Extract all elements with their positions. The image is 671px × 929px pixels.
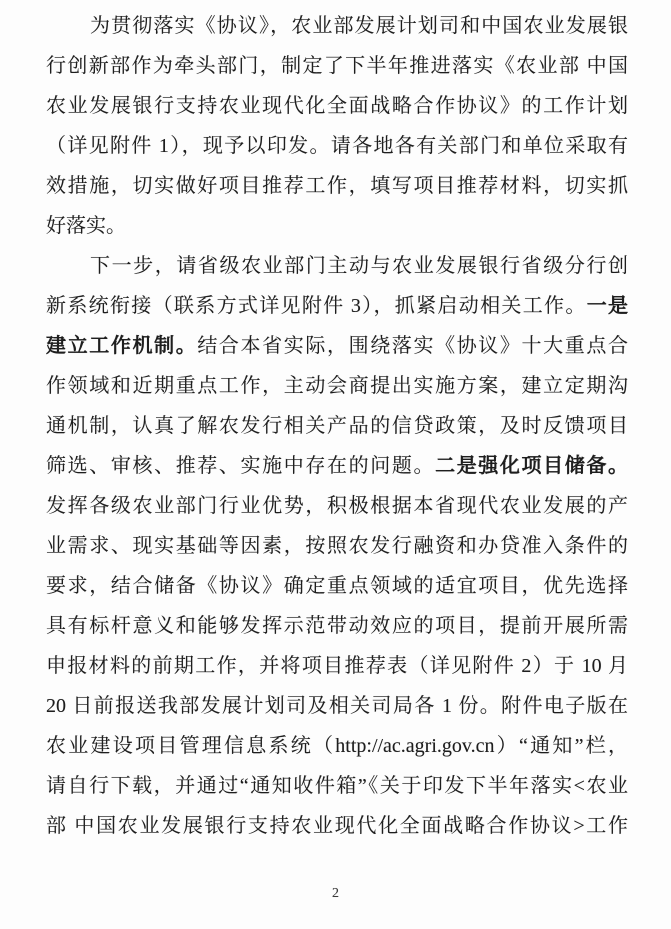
document-body: [46, 6, 628, 846]
text-run: 要求，结合储备《协议》确定重点领域的适宜项目，优先选择: [46, 575, 628, 597]
page-number: 2: [332, 886, 339, 901]
text-line: [46, 86, 628, 126]
text-run: 为贯彻落实《协议》，农业部发展计划司和中国农业发展银: [90, 15, 628, 37]
text-line: [46, 446, 628, 486]
page-footer: [0, 884, 671, 902]
text-line: [46, 166, 628, 206]
text-line: [46, 646, 628, 686]
text-run: 具有标杆意义和能够发挥示范带动效应的项目，提前开展所需: [46, 615, 628, 637]
text-run: 筛选、审核、推荐、实施中存在的问题。: [46, 455, 436, 477]
text-run: 业需求、现实基础等因素，按照农发行融资和办贷准入条件的: [46, 535, 628, 557]
text-line: [46, 246, 628, 286]
text-line: [46, 486, 628, 526]
text-line: [46, 566, 628, 606]
text-line: [46, 326, 628, 366]
bold-text-run: 一是: [586, 295, 628, 317]
bold-text-run: 建立工作机制。: [46, 335, 198, 357]
text-line: [46, 286, 628, 326]
text-run: （详见附件 1），现予以印发。请各地各有关部门和单位采取有: [46, 135, 628, 157]
text-run: 农业建设项目管理信息系统（http://ac.agri.gov.cn）“通知”栏，: [46, 735, 628, 757]
text-run: 部 中国农业发展银行支持农业现代化全面战略合作协议>工作: [46, 815, 628, 837]
text-line: [46, 526, 628, 566]
text-line: [46, 6, 628, 46]
text-line: [46, 766, 628, 806]
bold-text-run: 二是强化项目储备。: [435, 455, 628, 477]
text-run: 农业发展银行支持农业现代化全面战略合作协议》的工作计划: [46, 95, 628, 117]
text-run: 发挥各级农业部门行业优势，积极根据本省现代农业发展的产: [46, 495, 628, 517]
text-line: [46, 206, 628, 246]
text-run: 申报材料的前期工作，并将项目推荐表（详见附件 2）于 10 月: [46, 655, 628, 677]
text-line: [46, 606, 628, 646]
text-run: 结合本省实际，围绕落实《协议》十大重点合: [197, 335, 628, 357]
text-run: 请自行下载，并通过“通知收件箱”《关于印发下半年落实<农业: [46, 775, 628, 797]
text-run: 效措施，切实做好项目推荐工作，填写项目推荐材料，切实抓: [46, 175, 628, 197]
text-line: [46, 126, 628, 166]
text-run: 新系统衔接（联系方式详见附件 3），抓紧启动相关工作。: [46, 295, 587, 317]
text-run: 行创新部作为牵头部门，制定了下半年推进落实《农业部 中国: [46, 55, 628, 77]
text-run: 好落实。: [46, 215, 126, 237]
text-run: 20 日前报送我部发展计划司及相关司局各 1 份。附件电子版在: [46, 695, 628, 717]
text-line: [46, 806, 628, 846]
text-run: 作领域和近期重点工作，主动会商提出实施方案，建立定期沟: [46, 375, 628, 397]
text-run: 下一步，请省级农业部门主动与农业发展银行省级分行创: [90, 255, 628, 277]
text-run: 通机制，认真了解农发行相关产品的信贷政策，及时反馈项目: [46, 415, 628, 437]
text-line: [46, 366, 628, 406]
text-line: [46, 686, 628, 726]
text-line: [46, 406, 628, 446]
text-line: [46, 726, 628, 766]
text-line: [46, 46, 628, 86]
